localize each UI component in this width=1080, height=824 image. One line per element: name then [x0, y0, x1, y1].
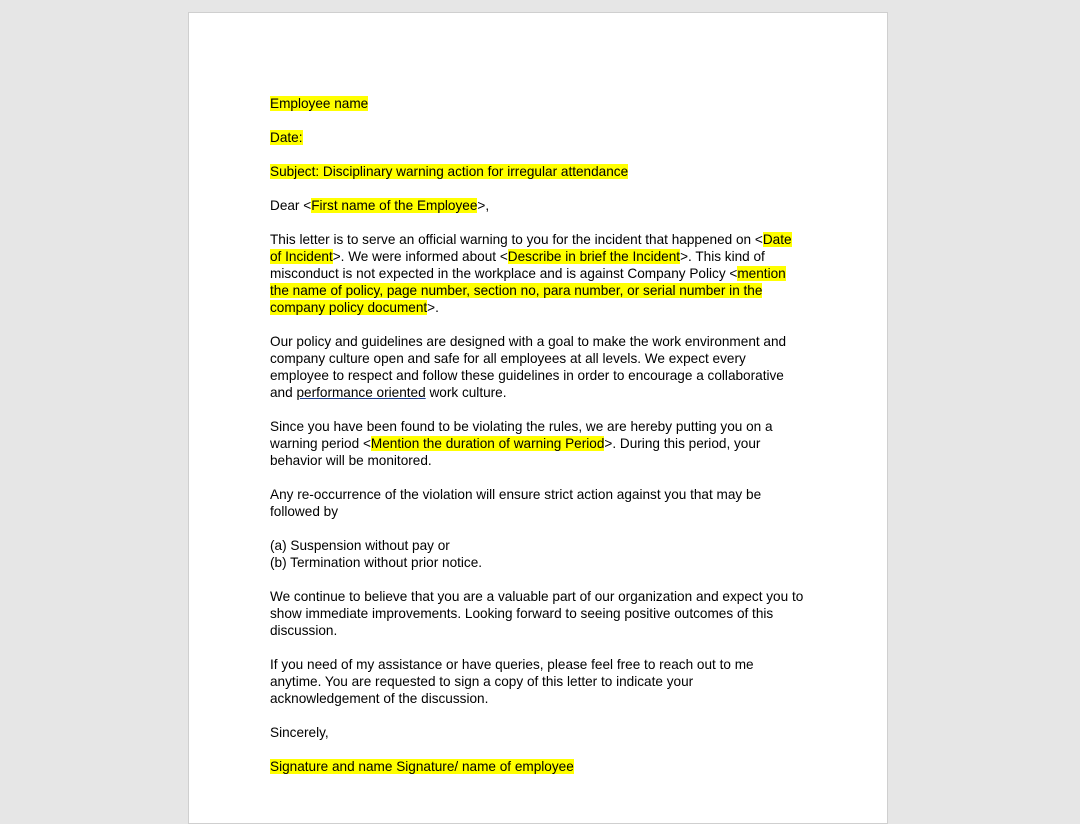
policy-text-2: work culture.	[425, 385, 507, 400]
employee-name-line	[270, 95, 805, 112]
greeting-suffix: >,	[477, 198, 490, 213]
warning-text-1: Since you have been found to be violating the rules, we are hereby putting you on a warning period <	[270, 419, 773, 451]
warning-text-2: >. During this period, your behavior will be monitored.	[270, 436, 761, 468]
greeting-prefix: Dear <	[270, 198, 312, 213]
paragraph-assistance: If you need of my assistance or have queries, please feel free to reach out to me anytime. You are requested to sign a copy of this letter to indicate your acknowledgement of the discussion.	[270, 657, 754, 706]
incident-text-1: This letter is to serve an official warning to you for the incident that happened on <	[270, 232, 763, 247]
paragraph-reoccurrence: Any re-occurrence of the violation will ensure strict action against you that may be followed by	[270, 487, 762, 519]
paragraph-incident	[270, 231, 805, 316]
policy-reference-placeholder: mention the name of policy, page number, section no, para number, or serial number in the company policy document	[270, 266, 786, 315]
date-placeholder: Date:	[270, 130, 303, 145]
first-name-placeholder: First name of the Employee	[311, 198, 478, 213]
signature-placeholder: Signature and name Signature/ name of employee	[270, 759, 574, 774]
subject-placeholder: Subject: Disciplinary warning action for irregular attendance	[270, 164, 629, 179]
date-line	[270, 129, 805, 146]
performance-oriented-underlined: performance oriented	[296, 385, 426, 400]
incident-text-3: >. This kind of misconduct is not expected in the workplace and is against Company Policy <	[270, 249, 765, 281]
consequence-termination: (b) Termination without prior notice.	[270, 555, 483, 570]
policy-text-1: Our policy and guidelines are designed with a goal to make the work environment and company culture open and safe for all employees at all levels. We expect every employee to respect and follow these guidelines in order to encourage a collaborative and	[270, 334, 787, 400]
document-page	[188, 12, 888, 824]
closing: Sincerely,	[270, 725, 329, 740]
incident-date-placeholder: Date of Incident	[270, 232, 792, 264]
signature-line	[270, 758, 805, 775]
consequence-suspension: (a) Suspension without pay or	[270, 538, 450, 553]
subject-line	[270, 163, 805, 180]
incident-description-placeholder: Describe in brief the Incident	[507, 249, 681, 264]
consequence-list	[270, 537, 805, 571]
incident-text-2: >. We were informed about <	[332, 249, 508, 264]
employee-name-placeholder: Employee name	[270, 96, 369, 111]
paragraph-improvement: We continue to believe that you are a valuable part of our organization and expect you to show immediate improvements. Looking forward to seeing positive outcomes of this discussion.	[270, 589, 804, 638]
incident-text-4: >.	[427, 300, 439, 315]
warning-duration-placeholder: Mention the duration of warning Period	[370, 436, 605, 451]
paragraph-warning-period	[270, 418, 805, 469]
paragraph-policy	[270, 333, 805, 401]
greeting	[270, 197, 805, 214]
letter-body	[270, 95, 805, 792]
